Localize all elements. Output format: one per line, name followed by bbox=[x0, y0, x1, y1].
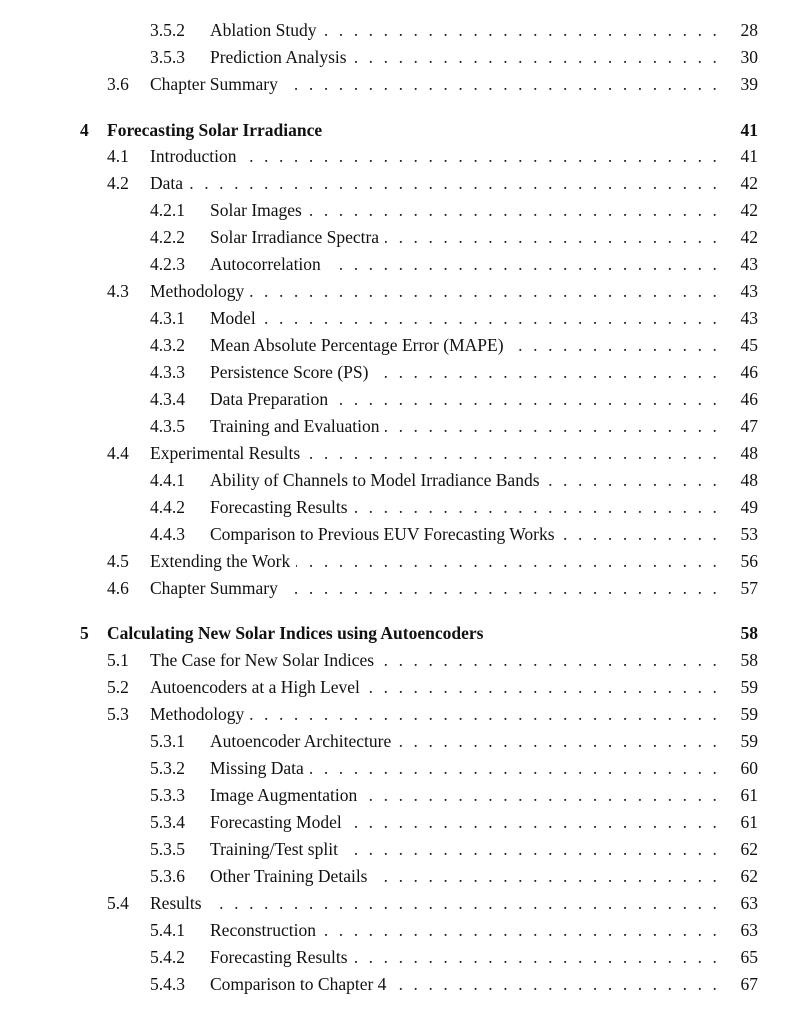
dot-leader bbox=[262, 306, 720, 330]
toc-entry-number: 5 bbox=[80, 623, 89, 643]
toc-entry-number: 5.2 bbox=[107, 677, 129, 697]
dot-leader bbox=[334, 387, 720, 411]
toc-section-entry[interactable] bbox=[0, 72, 808, 96]
dot-leader bbox=[546, 468, 720, 492]
dot-leader bbox=[348, 810, 720, 834]
toc-subsection-entry[interactable] bbox=[0, 252, 808, 276]
dot-leader bbox=[344, 837, 720, 861]
toc-entry-title: Data Preparation bbox=[210, 389, 329, 409]
toc-entry-number: 3.5.3 bbox=[150, 47, 185, 67]
dot-leader bbox=[306, 441, 720, 465]
dot-leader bbox=[208, 891, 720, 915]
toc-entry-page-number: 67 bbox=[740, 974, 758, 994]
toc-entry-title: Reconstruction bbox=[210, 920, 316, 940]
toc-entry-page-number: 42 bbox=[740, 173, 758, 193]
toc-entry-title: Missing Data bbox=[210, 758, 304, 778]
toc-entry-number: 4.3.1 bbox=[150, 308, 185, 328]
toc-entry-page-number: 65 bbox=[740, 947, 758, 967]
toc-entry-page-number: 58 bbox=[740, 623, 758, 643]
toc-entry-page-number: 63 bbox=[740, 920, 758, 940]
toc-entry-number: 4.2.1 bbox=[150, 200, 185, 220]
toc-entry-number: 5.4 bbox=[107, 893, 129, 913]
toc-subsection-entry[interactable] bbox=[0, 783, 808, 807]
toc-entry-number: 4.2.2 bbox=[150, 227, 185, 247]
toc-entry-page-number: 42 bbox=[740, 227, 758, 247]
toc-entry-number: 5.1 bbox=[107, 650, 129, 670]
toc-chapter-entry[interactable] bbox=[0, 621, 808, 645]
toc-entry-page-number: 59 bbox=[740, 677, 758, 697]
toc-entry-page-number: 43 bbox=[740, 254, 758, 274]
toc-subsection-entry[interactable] bbox=[0, 864, 808, 888]
toc-section-entry[interactable] bbox=[0, 648, 808, 672]
dot-leader bbox=[374, 864, 720, 888]
toc-entry-number: 5.3.2 bbox=[150, 758, 185, 778]
toc-entry-number: 4.2 bbox=[107, 173, 129, 193]
toc-entry-title: Introduction bbox=[150, 146, 237, 166]
toc-entry-title: Chapter Summary bbox=[150, 578, 278, 598]
toc-section-entry[interactable] bbox=[0, 171, 808, 195]
toc-subsection-entry[interactable] bbox=[0, 495, 808, 519]
toc-entry-title: Solar Irradiance Spectra bbox=[210, 227, 380, 247]
dot-leader bbox=[296, 549, 720, 573]
toc-entry-page-number: 63 bbox=[740, 893, 758, 913]
dot-leader bbox=[189, 171, 720, 195]
toc-entry-title: Ablation Study bbox=[210, 20, 317, 40]
toc-entry-number: 4.4.3 bbox=[150, 524, 185, 544]
toc-subsection-entry[interactable] bbox=[0, 414, 808, 438]
toc-entry-number: 5.3.3 bbox=[150, 785, 185, 805]
toc-entry-title: Training and Evaluation bbox=[210, 416, 380, 436]
toc-subsection-entry[interactable] bbox=[0, 729, 808, 753]
toc-entry-title: The Case for New Solar Indices bbox=[150, 650, 375, 670]
toc-entry-title: Training/Test split bbox=[210, 839, 338, 859]
toc-entry-title: Results bbox=[150, 893, 202, 913]
toc-section-entry[interactable] bbox=[0, 279, 808, 303]
toc-entry-title: Persistence Score (PS) bbox=[210, 362, 369, 382]
toc-chapter-entry[interactable] bbox=[0, 118, 808, 142]
toc-section-entry[interactable] bbox=[0, 675, 808, 699]
dot-leader bbox=[366, 675, 720, 699]
toc-entry-number: 4.4 bbox=[107, 443, 129, 463]
toc-entry-page-number: 46 bbox=[740, 389, 758, 409]
toc-subsection-entry[interactable] bbox=[0, 387, 808, 411]
toc-entry-title: Mean Absolute Percentage Error (MAPE) bbox=[210, 335, 504, 355]
dot-leader bbox=[385, 225, 720, 249]
toc-entry-number: 4.3.4 bbox=[150, 389, 185, 409]
toc-entry-title: Model bbox=[210, 308, 256, 328]
toc-section-entry[interactable] bbox=[0, 549, 808, 573]
toc-subsection-entry[interactable] bbox=[0, 468, 808, 492]
toc-entry-page-number: 48 bbox=[740, 470, 758, 490]
toc-entry-number: 4.5 bbox=[107, 551, 129, 571]
dot-leader bbox=[380, 648, 720, 672]
toc-entry-title: Chapter Summary bbox=[150, 74, 278, 94]
dot-leader bbox=[385, 414, 720, 438]
toc-section-entry[interactable] bbox=[0, 441, 808, 465]
toc-entry-page-number: 45 bbox=[740, 335, 758, 355]
dot-leader bbox=[310, 756, 720, 780]
toc-entry-title: Forecasting Model bbox=[210, 812, 342, 832]
toc-entry-title: Data bbox=[150, 173, 184, 193]
toc-subsection-entry[interactable] bbox=[0, 972, 808, 996]
toc-subsection-entry[interactable] bbox=[0, 945, 808, 969]
toc-entry-number: 5.3.1 bbox=[150, 731, 185, 751]
toc-entry-number: 4.4.1 bbox=[150, 470, 185, 490]
toc-entry-page-number: 39 bbox=[740, 74, 758, 94]
toc-entry-page-number: 62 bbox=[740, 839, 758, 859]
toc-entry-number: 5.3.6 bbox=[150, 866, 185, 886]
toc-entry-number: 4.3 bbox=[107, 281, 129, 301]
dot-leader bbox=[561, 522, 720, 546]
toc-entry-number: 5.3.5 bbox=[150, 839, 185, 859]
dot-leader bbox=[327, 252, 720, 276]
toc-subsection-entry[interactable] bbox=[0, 360, 808, 384]
dot-leader bbox=[308, 198, 720, 222]
toc-entry-title: Solar Images bbox=[210, 200, 302, 220]
toc-entry-page-number: 62 bbox=[740, 866, 758, 886]
toc-subsection-entry[interactable] bbox=[0, 837, 808, 861]
toc-entry-page-number: 53 bbox=[740, 524, 758, 544]
toc-entry-title: Autocorrelation bbox=[210, 254, 321, 274]
toc-subsection-entry[interactable] bbox=[0, 756, 808, 780]
toc-subsection-entry[interactable] bbox=[0, 45, 808, 69]
toc-entry-title: Calculating New Solar Indices using Autoencoders bbox=[107, 623, 484, 643]
toc-entry-page-number: 49 bbox=[740, 497, 758, 517]
toc-entry-number: 4.4.2 bbox=[150, 497, 185, 517]
toc-entry-number: 5.4.2 bbox=[150, 947, 185, 967]
toc-entry-number: 5.4.3 bbox=[150, 974, 185, 994]
dot-leader bbox=[397, 729, 720, 753]
toc-entry-title: Comparison to Chapter 4 bbox=[210, 974, 387, 994]
toc-entry-page-number: 57 bbox=[740, 578, 758, 598]
dot-leader bbox=[250, 702, 720, 726]
toc-entry-page-number: 46 bbox=[740, 362, 758, 382]
toc-subsection-entry[interactable] bbox=[0, 333, 808, 357]
dot-leader bbox=[284, 576, 720, 600]
toc-entry-page-number: 61 bbox=[740, 812, 758, 832]
toc-entry-page-number: 43 bbox=[740, 308, 758, 328]
toc-entry-number: 5.3 bbox=[107, 704, 129, 724]
toc-section-entry[interactable] bbox=[0, 891, 808, 915]
toc-entry-title: Forecasting Results bbox=[210, 947, 348, 967]
dot-leader bbox=[353, 45, 720, 69]
toc-entry-number: 4.6 bbox=[107, 578, 129, 598]
toc-entry-number: 4.3.2 bbox=[150, 335, 185, 355]
toc-entry-number: 4.2.3 bbox=[150, 254, 185, 274]
toc-subsection-entry[interactable] bbox=[0, 198, 808, 222]
toc-entry-page-number: 59 bbox=[740, 731, 758, 751]
toc-section-entry[interactable] bbox=[0, 144, 808, 168]
toc-entry-page-number: 41 bbox=[740, 146, 758, 166]
dot-leader bbox=[510, 333, 720, 357]
dot-leader bbox=[354, 945, 720, 969]
dot-leader bbox=[243, 144, 720, 168]
toc-subsection-entry[interactable] bbox=[0, 18, 808, 42]
toc-entry-page-number: 58 bbox=[740, 650, 758, 670]
toc-subsection-entry[interactable] bbox=[0, 918, 808, 942]
toc-subsection-entry[interactable] bbox=[0, 522, 808, 546]
toc-entry-title: Image Augmentation bbox=[210, 785, 358, 805]
toc-entry-number: 5.4.1 bbox=[150, 920, 185, 940]
toc-subsection-entry[interactable] bbox=[0, 225, 808, 249]
toc-entry-title: Prediction Analysis bbox=[210, 47, 347, 67]
toc-entry-title: Autoencoders at a High Level bbox=[150, 677, 360, 697]
toc-entry-title: Experimental Results bbox=[150, 443, 301, 463]
toc-entry-number: 4.1 bbox=[107, 146, 129, 166]
dot-leader bbox=[363, 783, 720, 807]
toc-entry-number: 4 bbox=[80, 120, 89, 140]
toc-section-entry[interactable] bbox=[0, 702, 808, 726]
dot-leader bbox=[322, 918, 720, 942]
toc-entry-page-number: 30 bbox=[740, 47, 758, 67]
dot-leader bbox=[374, 360, 720, 384]
toc-entry-title: Forecasting Solar Irradiance bbox=[107, 120, 323, 140]
toc-entry-title: Ability of Channels to Model Irradiance Bands bbox=[210, 470, 540, 490]
toc-entry-title: Methodology bbox=[150, 704, 245, 724]
toc-entry-number: 3.5.2 bbox=[150, 20, 185, 40]
toc-entry-page-number: 61 bbox=[740, 785, 758, 805]
toc-entry-page-number: 59 bbox=[740, 704, 758, 724]
toc-subsection-entry[interactable] bbox=[0, 810, 808, 834]
toc-entry-title: Forecasting Results bbox=[210, 497, 348, 517]
toc-entry-page-number: 42 bbox=[740, 200, 758, 220]
toc-entry-number: 4.3.5 bbox=[150, 416, 185, 436]
toc-subsection-entry[interactable] bbox=[0, 306, 808, 330]
toc-entry-title: Methodology bbox=[150, 281, 245, 301]
dot-leader bbox=[354, 495, 720, 519]
dot-leader bbox=[284, 72, 720, 96]
toc-entry-number: 4.3.3 bbox=[150, 362, 185, 382]
toc-entry-title: Extending the Work bbox=[150, 551, 291, 571]
toc-entry-number: 3.6 bbox=[107, 74, 129, 94]
toc-entry-page-number: 43 bbox=[740, 281, 758, 301]
dot-leader bbox=[250, 279, 720, 303]
toc-section-entry[interactable] bbox=[0, 576, 808, 600]
toc-entry-number: 5.3.4 bbox=[150, 812, 185, 832]
toc-entry-page-number: 41 bbox=[740, 120, 758, 140]
toc-entry-page-number: 56 bbox=[740, 551, 758, 571]
toc-entry-title: Other Training Details bbox=[210, 866, 368, 886]
toc-entry-page-number: 48 bbox=[740, 443, 758, 463]
dot-leader bbox=[392, 972, 720, 996]
toc-entry-title: Autoencoder Architecture bbox=[210, 731, 392, 751]
toc-entry-page-number: 60 bbox=[740, 758, 758, 778]
toc-entry-title: Comparison to Previous EUV Forecasting Works bbox=[210, 524, 555, 544]
dot-leader bbox=[322, 18, 720, 42]
toc-entry-page-number: 47 bbox=[740, 416, 758, 436]
toc-entry-page-number: 28 bbox=[740, 20, 758, 40]
